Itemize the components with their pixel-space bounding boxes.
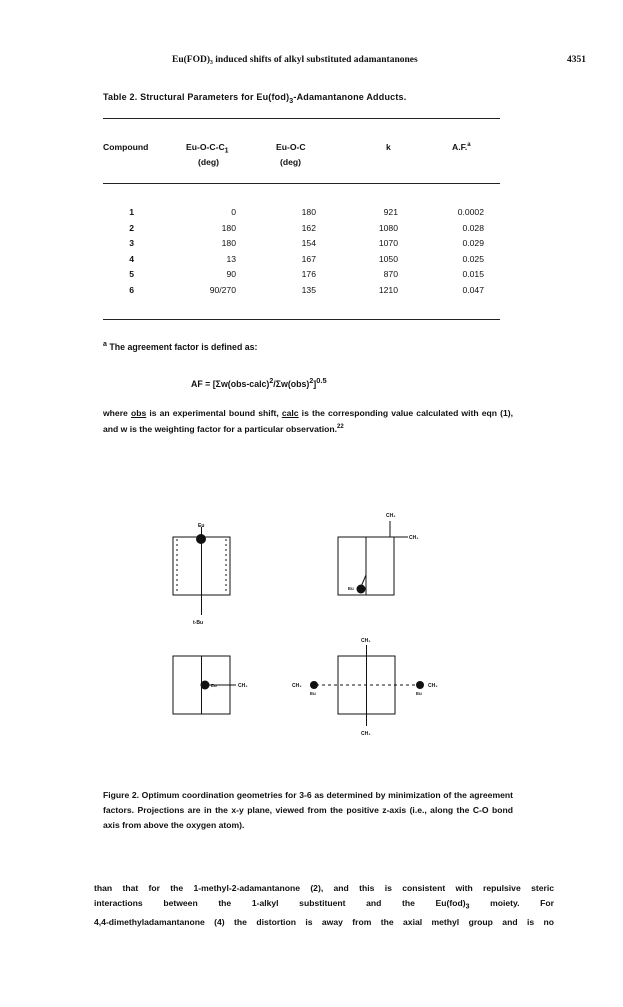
label-eu-1: Eu: [198, 523, 205, 529]
figure-2-diagram: [150, 495, 510, 775]
cell-af: 0.0002: [457, 207, 484, 217]
cell-eu-o-c: 162: [301, 222, 316, 233]
header-af: [452, 142, 471, 152]
footnote-definition: [103, 406, 513, 436]
footnote-marker: a: [103, 341, 107, 348]
cell-compound: 1: [129, 207, 134, 217]
formula-exp-2: 2: [309, 378, 314, 385]
table-caption-subscript: 3: [289, 97, 294, 105]
label-ch3-7: CH₃: [428, 683, 438, 689]
label-ch3-6: CH₃: [292, 683, 302, 689]
label-eu-5: Eu: [416, 691, 422, 696]
header-eu-o-c-c1: [186, 142, 229, 155]
label-ch3-3: CH₃: [238, 683, 248, 689]
cell-k: 921: [383, 207, 398, 217]
table-caption: [103, 92, 406, 105]
header-af-text: A.F.: [452, 142, 468, 152]
cell-compound: 4: [129, 253, 134, 264]
cell-eu-o-c: 180: [301, 207, 316, 217]
projection-bottom-right: [310, 645, 422, 726]
projection-top-right: [338, 521, 408, 595]
formula-exp-3: 0.5: [316, 376, 327, 385]
page-number: 4351: [567, 55, 586, 65]
header-eu-o-c: Eu-O-C: [276, 142, 306, 152]
table-caption-prefix: Table 2. Structural Parameters for Eu(fod): [103, 92, 290, 102]
figure-caption: Figure 2. Optimum coordination geometries for 3-6 as determined by minimization of the agreement factors. Projections are in the x-y plane, viewed from the positive z-axis (i.e., along the C-O bond axis from above the oxygen atom).: [103, 790, 513, 830]
running-head: [0, 55, 623, 69]
label-ch3-1: CH₃: [386, 513, 396, 519]
label-ch3-2: CH₃: [409, 535, 419, 541]
label-tbu: t-Bu: [193, 620, 203, 626]
cell-compound: 3: [129, 238, 134, 249]
table-top-rule: [103, 118, 500, 119]
cell-compound: 6: [129, 285, 134, 295]
eu-atom-2: [357, 585, 366, 594]
cell-eu-o-c: 176: [301, 269, 316, 280]
cell-k: 1210: [378, 285, 398, 295]
table-caption-suffix: -Adamantanone Adducts.: [293, 92, 407, 102]
where-text-1: where: [103, 408, 131, 418]
where-text-3: is the corresponding value calculated with eqn (1), and w is the weighting factor for a particular observation.: [103, 408, 513, 434]
cell-k: 1050: [378, 253, 398, 264]
eu-atom-3: [201, 681, 210, 690]
body-line-2: [94, 896, 554, 915]
header-eu-o-c-c1-text: Eu-O-C-C: [186, 142, 225, 152]
formula-part-b: /Σw(obs): [273, 378, 310, 389]
cell-eu-o-c: 167: [301, 253, 316, 264]
cell-eu-o-c-c1: 180: [221, 238, 236, 249]
body-line-1: than that for the 1-methyl-2-adamantanone (2), and this is consistent with repulsive steric: [94, 883, 554, 893]
eu-atom-4: [310, 681, 318, 689]
cell-k: 1070: [378, 238, 398, 249]
cell-af: 0.025: [462, 253, 484, 264]
table-header-rule: [103, 183, 500, 184]
cell-eu-o-c-c1: 180: [221, 222, 236, 233]
cell-k: 1080: [378, 222, 398, 233]
body-line-2-sub: 3: [465, 903, 470, 911]
cell-k: 870: [383, 269, 398, 280]
label-eu-4: Eu: [310, 691, 316, 696]
table-bottom-rule: [103, 319, 500, 320]
header-eu-o-c-unit: (deg): [280, 157, 302, 167]
formula-part-c: ]: [313, 378, 317, 389]
formula-exp-1: 2: [269, 378, 274, 385]
header-eu-o-c-c1-sub: 1: [224, 147, 229, 155]
reference-marker: 22: [336, 424, 344, 430]
cell-eu-o-c-c1: 90/270: [209, 285, 236, 295]
cell-compound: 2: [129, 222, 134, 233]
cell-compound: 5: [129, 269, 134, 280]
body-text: [94, 881, 554, 930]
header-k: k: [386, 142, 391, 152]
where-obs: obs: [130, 408, 147, 418]
cell-eu-o-c: 154: [301, 238, 316, 249]
header-compound: Compound: [103, 142, 149, 152]
label-ch3-4: CH₃: [361, 638, 371, 644]
cell-af: 0.029: [462, 238, 484, 249]
eu-atom-5: [416, 681, 424, 689]
cell-af: 0.047: [462, 285, 484, 295]
cell-af: 0.028: [462, 222, 484, 233]
label-eu-2: Eu: [348, 586, 354, 591]
agreement-factor-formula: [191, 376, 327, 389]
body-line-2-b: moiety. For: [469, 898, 554, 908]
cell-eu-o-c-c1: 13: [226, 253, 236, 264]
cell-eu-o-c: 135: [301, 285, 316, 295]
header-eu-o-c-c1-unit: (deg): [198, 157, 220, 167]
eu-atom-1: [196, 534, 206, 544]
header-af-footnote-marker: a: [467, 142, 471, 149]
body-line-3: 4,4-dimethyladamantanone (4) the distortion is away from the axial methyl group and is no: [94, 916, 554, 927]
formula-part-a: AF = [Σw(obs-calc): [191, 378, 270, 389]
where-text-2: is an experimental bound shift,: [146, 408, 282, 418]
body-line-2-a: interactions between the 1-alkyl substituent and the Eu(fod): [94, 898, 466, 908]
label-eu-3: Eu: [211, 683, 217, 688]
footnote: [103, 341, 257, 352]
cell-af: 0.015: [462, 269, 484, 280]
header-title: Eu(FOD)₃ induced shifts of alkyl substituted adamantanones: [172, 55, 418, 65]
where-calc: calc: [281, 408, 299, 418]
cell-eu-o-c-c1: 0: [231, 207, 236, 217]
cell-eu-o-c-c1: 90: [226, 269, 236, 280]
footnote-text: The agreement factor is defined as:: [109, 341, 258, 352]
label-ch3-5: CH₃: [361, 731, 371, 737]
